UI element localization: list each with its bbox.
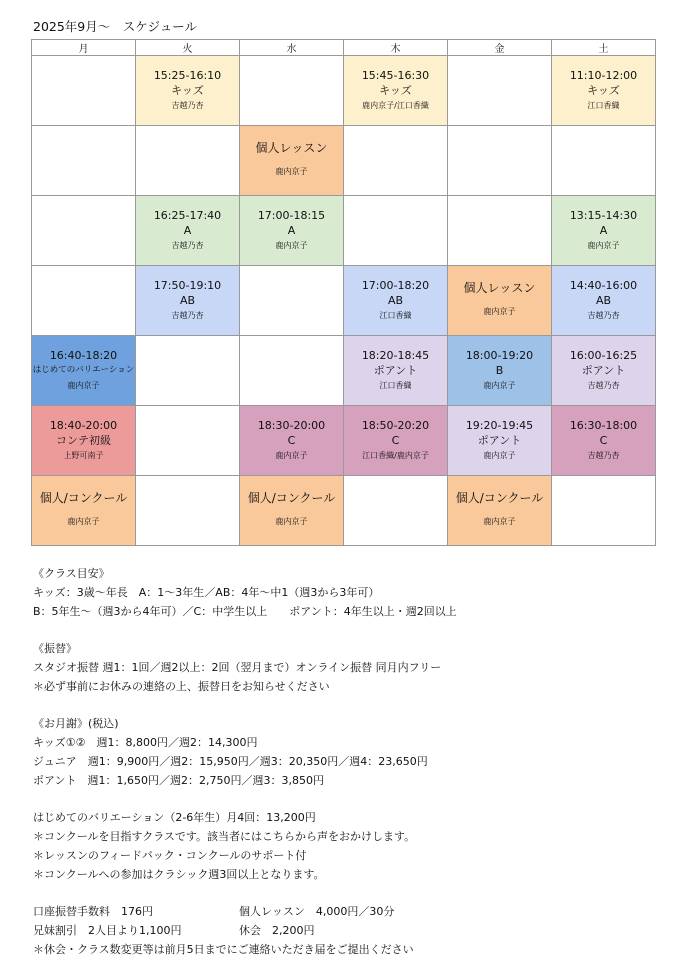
class-slot xyxy=(552,56,656,126)
class-slot xyxy=(240,406,344,476)
empty-slot xyxy=(136,126,240,196)
empty-slot xyxy=(552,476,656,546)
class-name: 個人/コンクール xyxy=(39,491,128,505)
class-name: B xyxy=(495,364,504,377)
teacher-name: 吉越乃杏 xyxy=(171,241,204,250)
class-time: 16:40-18:20 xyxy=(49,349,118,362)
schedule-row xyxy=(32,56,656,126)
class-name: AB xyxy=(179,294,196,307)
empty-slot xyxy=(32,56,136,126)
class-name: 個人/コンクール xyxy=(455,491,544,505)
schedule-row xyxy=(32,126,656,196)
empty-slot xyxy=(136,406,240,476)
class-slot xyxy=(344,56,448,126)
class-time: 17:00-18:20 xyxy=(361,279,430,292)
teacher-name: 上野可南子 xyxy=(63,451,104,460)
day-header-row xyxy=(32,40,656,56)
empty-slot xyxy=(32,196,136,266)
class-slot xyxy=(32,476,136,546)
teacher-name: 鹿内京子 xyxy=(275,167,308,176)
class-time: 18:50-20:20 xyxy=(361,419,430,432)
class-slot xyxy=(552,406,656,476)
empty-slot xyxy=(448,56,552,126)
class-slot xyxy=(240,196,344,266)
class-slot xyxy=(448,406,552,476)
class-name: ポアント xyxy=(373,364,418,377)
teacher-name: 鹿内京子 xyxy=(275,517,308,526)
class-name: AB xyxy=(595,294,612,307)
class-slot xyxy=(240,476,344,546)
variation-line: はじめてのバリエーション（2-6年生）月4回：13,200円 xyxy=(33,811,316,824)
teacher-name: 鹿内京子 xyxy=(67,517,100,526)
empty-slot xyxy=(344,126,448,196)
empty-slot xyxy=(136,476,240,546)
fees-line: ジュニア 週1：9,900円／週2：15,950円／週3：20,350円／週4：23,650円 xyxy=(33,755,428,768)
class-slot xyxy=(32,336,136,406)
schedule-row xyxy=(32,336,656,406)
empty-slot xyxy=(448,196,552,266)
makeup-heading: 《振替》 xyxy=(33,642,77,655)
teacher-name: 吉越乃杏 xyxy=(171,101,204,110)
schedule-row xyxy=(32,196,656,266)
class-slot xyxy=(448,476,552,546)
teacher-name: 鹿内京子 xyxy=(587,241,620,250)
class-slot xyxy=(552,336,656,406)
misc-row xyxy=(33,921,457,940)
empty-slot xyxy=(552,126,656,196)
class-name: 個人レッスン xyxy=(255,141,328,155)
teacher-name: 鹿内京子 xyxy=(483,381,516,390)
fees-line: ポアント 週1：1,650円／週2：2,750円／週3：3,850円 xyxy=(33,774,325,787)
teacher-name: 吉越乃杏 xyxy=(587,451,620,460)
class-name: ポアント xyxy=(581,364,626,377)
class-name: ポアント xyxy=(477,434,522,447)
class-time: 17:00-18:15 xyxy=(257,209,326,222)
day-header: 土 xyxy=(552,40,656,56)
class-time: 16:25-17:40 xyxy=(153,209,222,222)
class-slot xyxy=(448,266,552,336)
empty-slot xyxy=(32,126,136,196)
day-header: 木 xyxy=(344,40,448,56)
class-time: 17:50-19:10 xyxy=(153,279,222,292)
day-header: 火 xyxy=(136,40,240,56)
makeup-line: ＊必ず事前にお休みの連絡の上、振替日をお知らせください xyxy=(33,680,330,693)
schedule-row xyxy=(32,476,656,546)
transfer-fee: 口座振替手数料 176円 xyxy=(33,905,153,918)
teacher-name: 鹿内京子 xyxy=(275,241,308,250)
class-slot xyxy=(136,266,240,336)
class-name: 個人レッスン xyxy=(463,281,536,295)
variation-line: ＊レッスンのフィードバック・コンクールのサポート付 xyxy=(33,849,307,862)
class-name: キッズ xyxy=(171,84,204,97)
class-time: 16:00-16:25 xyxy=(569,349,638,362)
schedule-body xyxy=(32,56,656,546)
class-time: 18:20-18:45 xyxy=(361,349,430,362)
variation-line: ＊コンクールを目指すクラスです。該当者にはこちらから声をおかけします。 xyxy=(33,830,416,843)
class-time: 19:20-19:45 xyxy=(465,419,534,432)
makeup-line: スタジオ振替 週1：1回／週2以上：2回（翌月まで）オンライン振替 同月内フリー xyxy=(33,661,442,674)
class-name: キッズ xyxy=(587,84,620,97)
class-slot xyxy=(344,266,448,336)
teacher-name: 鹿内京子 xyxy=(483,451,516,460)
class-name: はじめてのバリエーション xyxy=(32,365,135,375)
day-header: 金 xyxy=(448,40,552,56)
absence-fee: 休会 2,200円 xyxy=(239,924,315,937)
teacher-name: 吉越乃杏 xyxy=(587,381,620,390)
teacher-name: 江口香織 xyxy=(379,381,412,390)
class-time: 14:40-16:00 xyxy=(569,279,638,292)
page-title: 2025年9月〜 スケジュール xyxy=(33,19,198,34)
info-notes xyxy=(33,564,457,959)
class-name: A xyxy=(599,224,608,237)
class-slot xyxy=(32,406,136,476)
empty-slot xyxy=(240,336,344,406)
class-guide-line: B：5年生〜（週3から4年可）／C：中学生以上 ポアント：4年生以上・週2回以上 xyxy=(33,605,457,618)
class-name: 個人/コンクール xyxy=(247,491,336,505)
class-slot xyxy=(448,336,552,406)
class-slot xyxy=(344,406,448,476)
teacher-name: 鹿内京子 xyxy=(483,517,516,526)
class-name: C xyxy=(599,434,608,447)
absence-notice: ＊休会・クラス数変更等は前月5日までにご連絡いただき届をご提出ください xyxy=(33,943,414,956)
class-time: 18:30-20:00 xyxy=(257,419,326,432)
class-time: 15:25-16:10 xyxy=(153,69,222,82)
class-name: A xyxy=(183,224,192,237)
class-slot xyxy=(136,56,240,126)
class-name: コンテ初級 xyxy=(56,434,111,447)
class-time: 18:00-19:20 xyxy=(465,349,534,362)
fees-line: キッズ①② 週1：8,800円／週2：14,300円 xyxy=(33,736,258,749)
teacher-name: 江口香織 xyxy=(587,101,620,110)
class-name: C xyxy=(391,434,400,447)
empty-slot xyxy=(136,336,240,406)
teacher-name: 江口香織 xyxy=(379,311,412,320)
empty-slot xyxy=(448,126,552,196)
schedule-table xyxy=(31,39,656,546)
class-name: キッズ xyxy=(379,84,412,97)
empty-slot xyxy=(240,266,344,336)
schedule-row xyxy=(32,266,656,336)
private-lesson-fee: 個人レッスン 4,000円／30分 xyxy=(239,905,395,918)
class-slot xyxy=(344,336,448,406)
class-name: C xyxy=(287,434,296,447)
empty-slot xyxy=(344,476,448,546)
teacher-name: 鹿内京子 xyxy=(275,451,308,460)
teacher-name: 吉越乃杏 xyxy=(171,311,204,320)
empty-slot xyxy=(240,56,344,126)
class-time: 15:45-16:30 xyxy=(361,69,430,82)
empty-slot xyxy=(344,196,448,266)
sibling-discount: 兄妹割引 2人目より1,100円 xyxy=(33,924,182,937)
class-guide-heading: 《クラス目安》 xyxy=(33,567,110,580)
misc-row xyxy=(33,902,457,921)
teacher-name: 吉越乃杏 xyxy=(587,311,620,320)
class-name: A xyxy=(287,224,296,237)
fees-heading: 《お月謝》(税込) xyxy=(33,717,119,730)
schedule-row xyxy=(32,406,656,476)
teacher-name: 鹿内京子 xyxy=(483,307,516,316)
day-header: 水 xyxy=(240,40,344,56)
class-slot xyxy=(240,126,344,196)
class-slot xyxy=(136,196,240,266)
day-header: 月 xyxy=(32,40,136,56)
class-time: 16:30-18:00 xyxy=(569,419,638,432)
class-name: AB xyxy=(387,294,404,307)
teacher-name: 鹿内京子/江口香織 xyxy=(362,101,429,110)
variation-line: ＊コンクールへの参加はクラシック週3回以上となります。 xyxy=(33,868,325,881)
class-time: 18:40-20:00 xyxy=(49,419,118,432)
class-time: 11:10-12:00 xyxy=(569,69,638,82)
class-slot xyxy=(552,266,656,336)
teacher-name: 鹿内京子 xyxy=(67,381,100,390)
class-guide-line: キッズ：3歳〜年長 A：1〜3年生／AB：4年〜中1（週3から3年可） xyxy=(33,586,380,599)
teacher-name: 江口香織/鹿内京子 xyxy=(362,451,429,460)
empty-slot xyxy=(32,266,136,336)
class-slot xyxy=(552,196,656,266)
class-time: 13:15-14:30 xyxy=(569,209,638,222)
